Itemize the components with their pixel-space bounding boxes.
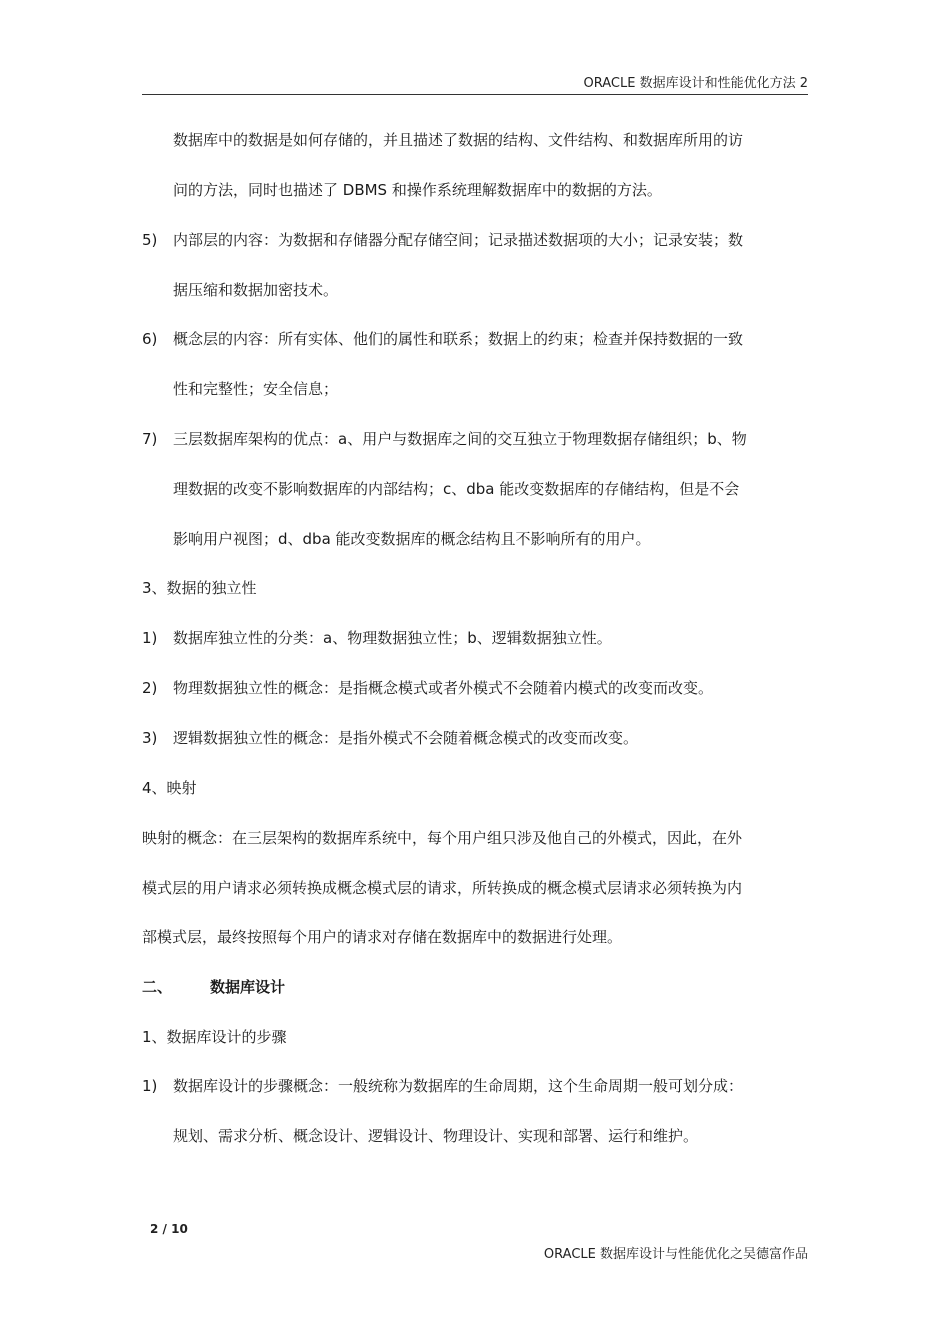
text-line: 性和完整性；安全信息； [173,380,339,398]
section-heading: 3、数据的独立性 [142,579,257,597]
text-line: 据压缩和数据加密技术。 [173,281,339,299]
list-number: 5) [142,231,158,249]
list-number: 1) [142,629,158,647]
list-number: 6) [142,330,158,348]
document-page: ORACLE 数据库设计和性能优化方法 2 数据库中的数据是如何存储的，并且描述了数据的结构、文件结构、和数据库所用的访 问的方法，同时也描述了 DBMS 和操作系统理解数据库中的数据的方法。 5) 内部层的内容：为数据和存储器分配存储空间；记录描述数据项的大小；记录安装；数 据压缩和数据加密技术。 6) 概念层的内容：所有实体、他们的属性和联系；数据上的约束；检查并保持数据的一致 性和完整性；安全信息； 7) 三层数据库架构的优点：a、用户与数据库之间的交互独立于物理数据存储组织；b、物 理数据的改变不影响数据库的内部结构；c、dba 能改变数据库的存储结构，但是不会 影响用户视图；d、dba 能改变数据库的概念结构且不影响所有的用户。 3、数据的独立性 1) 数据库独立性的分类：a、物理数据独立性；b、逻辑数据独立性。 2) 物理数据独立性的概念：是指概念模式或者外模式不会随着内模式的改变而改变。 3) 逻辑数据独立性的概念：是指外模式不会随着概念模式的改变而改变。 4、映射 映射的概念：在三层架构的数据库系统中，每个用户组只涉及他自己的外模式，因此，在外 模式层的用户请求必须转换成概念模式层的请求，所转换成的概念模式层请求必须转换为内 部模式层，最终按照每个用户的请求对存储在数据库中的数据进行处理。 二、 数据库设计 1、数据库设计的步骤 1) 数据库设计的步骤概念：一般统称为数据库的生命周期，这个生命周期一般可划分成： 规划、需求分析、概念设计、逻辑设计、物理设计、实现和部署、运行和维护。 2 / 10 ORACLE 数据库设计与性能优化之吴德富作品 [0,0,950,1344]
list-number: 3) [142,729,158,747]
text-line: 问的方法，同时也描述了 DBMS 和操作系统理解数据库中的数据的方法。 [173,181,662,199]
list-number: 7) [142,430,158,448]
text-line: 理数据的改变不影响数据库的内部结构；c、dba 能改变数据库的存储结构，但是不会 [173,480,740,498]
list-number: 2) [142,679,158,697]
header-title: ORACLE 数据库设计和性能优化方法 2 [583,76,808,91]
section-heading: 1、数据库设计的步骤 [142,1028,287,1046]
text-line: 映射的概念：在三层架构的数据库系统中，每个用户组只涉及他自己的外模式，因此，在外 [142,829,743,847]
text-line: 模式层的用户请求必须转换成概念模式层的请求，所转换成的概念模式层请求必须转换为内 [142,879,743,897]
page-number: 2 / 10 [150,1222,188,1236]
page-header [142,70,808,95]
text-line: 规划、需求分析、概念设计、逻辑设计、物理设计、实现和部署、运行和维护。 [173,1127,699,1145]
text-line: 数据库中的数据是如何存储的，并且描述了数据的结构、文件结构、和数据库所用的访 [173,131,744,149]
chapter-number: 二、 [142,978,173,996]
footer-title: ORACLE 数据库设计与性能优化之吴德富作品 [543,1247,808,1262]
text-line: 部模式层，最终按照每个用户的请求对存储在数据库中的数据进行处理。 [142,928,623,946]
text-line: 影响用户视图；d、dba 能改变数据库的概念结构且不影响所有的用户。 [173,530,651,548]
list-number: 1) [142,1077,158,1095]
section-heading: 4、映射 [142,779,197,797]
